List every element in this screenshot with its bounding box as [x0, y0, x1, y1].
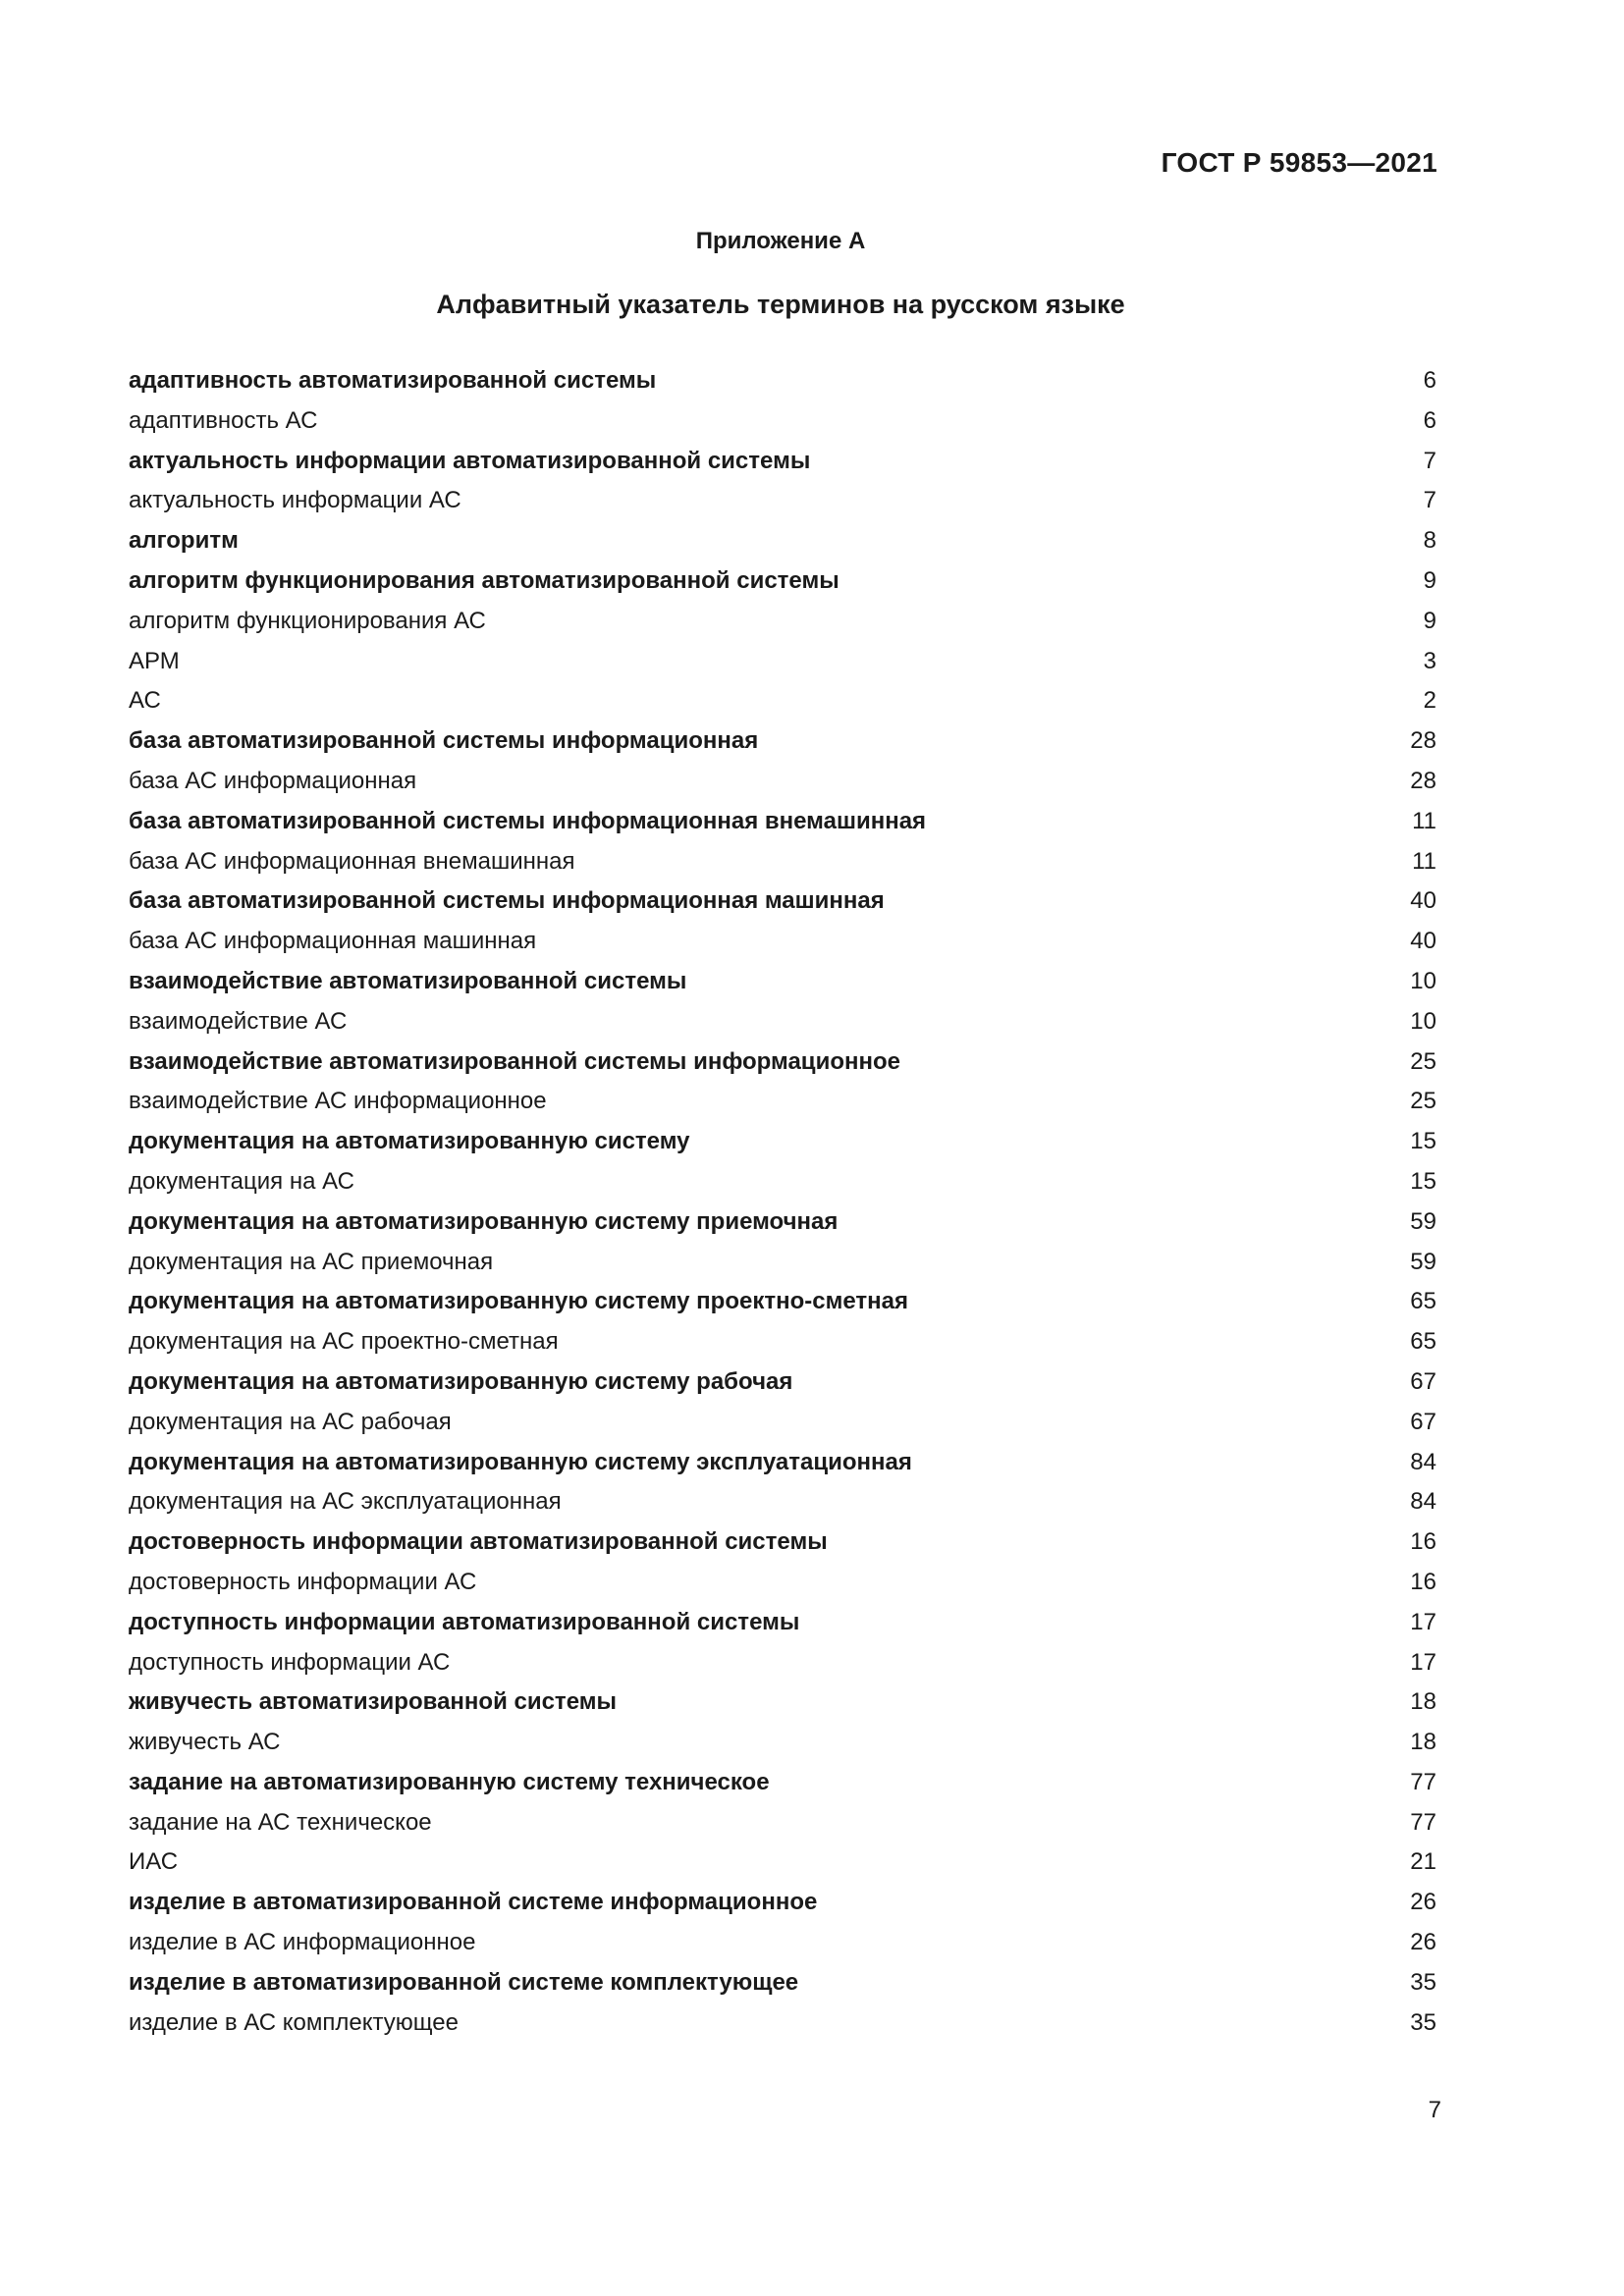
index-page-ref: 6 — [1423, 367, 1436, 394]
index-term: документация на автоматизированную систему — [129, 1128, 690, 1155]
index-entry — [129, 1603, 1436, 1643]
index-page-ref: 2 — [1423, 687, 1436, 715]
index-page-ref: 16 — [1410, 1528, 1436, 1556]
index-entry — [129, 1842, 1436, 1883]
index-term: документация на автоматизированную систему эксплуатационная — [129, 1448, 912, 1475]
index-page-ref: 35 — [1410, 2008, 1436, 2036]
index-entry — [129, 1643, 1436, 1683]
index-page-ref: 17 — [1410, 1608, 1436, 1635]
index-page-ref: 59 — [1410, 1207, 1436, 1235]
index-entry — [129, 642, 1436, 682]
index-term: алгоритм функционирования АС — [129, 607, 486, 634]
index-entry — [129, 1923, 1436, 1963]
index-entry — [129, 561, 1436, 602]
index-term: база автоматизированной системы информационная — [129, 727, 759, 755]
index-term: живучесть АС — [129, 1729, 281, 1756]
index-entry — [129, 1443, 1436, 1483]
index-page-ref: 28 — [1410, 767, 1436, 794]
index-term: алгоритм — [129, 527, 239, 555]
index-term: достоверность информации АС — [129, 1568, 477, 1595]
appendix-title: Приложение А — [695, 228, 866, 254]
index-term: взаимодействие АС информационное — [129, 1088, 547, 1115]
index-entry — [129, 1682, 1436, 1723]
index-term: доступность информации АС — [129, 1648, 451, 1676]
index-term: документация на АС — [129, 1167, 354, 1195]
index-page-ref: 9 — [1423, 607, 1436, 634]
index-term: задание на автоматизированную систему техническое — [129, 1768, 770, 1795]
index-page-ref: 84 — [1410, 1488, 1436, 1516]
index-page-ref: 26 — [1410, 1929, 1436, 1956]
index-term: изделие в автоматизированной системе комплектующее — [129, 1968, 799, 1996]
index-page-ref: 40 — [1410, 928, 1436, 955]
index-entry — [129, 721, 1436, 762]
index-entry — [129, 1122, 1436, 1162]
index-term: документация на АС рабочая — [129, 1408, 452, 1435]
index-entry — [129, 681, 1436, 721]
index-term: база АС информационная машинная — [129, 928, 537, 955]
term-index-list — [129, 361, 1436, 2043]
index-page-ref: 16 — [1410, 1568, 1436, 1595]
index-page-ref: 26 — [1410, 1889, 1436, 1916]
index-term: документация на АС приемочная — [129, 1248, 494, 1275]
index-page-ref: 10 — [1410, 1007, 1436, 1035]
index-entry — [129, 962, 1436, 1002]
index-entry — [129, 1282, 1436, 1322]
index-entry — [129, 1243, 1436, 1283]
index-entry — [129, 481, 1436, 521]
index-entry — [129, 1563, 1436, 1603]
document-code: ГОСТ Р 59853—2021 — [1161, 147, 1437, 178]
index-entry — [129, 1763, 1436, 1803]
index-term: АРМ — [129, 647, 180, 674]
index-term: документация на АС проектно-сметная — [129, 1328, 559, 1356]
index-entry — [129, 1322, 1436, 1362]
index-entry — [129, 2003, 1436, 2044]
index-entry — [129, 1202, 1436, 1243]
index-page-ref: 15 — [1410, 1128, 1436, 1155]
index-page-ref: 65 — [1410, 1328, 1436, 1356]
index-page-ref: 7 — [1423, 487, 1436, 514]
index-page-ref: 10 — [1410, 967, 1436, 994]
page-number: 7 — [1428, 2097, 1441, 2123]
index-entry — [129, 1883, 1436, 1923]
index-term: изделие в АС информационное — [129, 1929, 476, 1956]
index-page-ref: 17 — [1410, 1648, 1436, 1676]
index-term: взаимодействие АС — [129, 1007, 348, 1035]
index-page-ref: 77 — [1410, 1768, 1436, 1795]
index-page-ref: 65 — [1410, 1288, 1436, 1315]
index-term: документация на автоматизированную систему приемочная — [129, 1207, 839, 1235]
index-page-ref: 21 — [1410, 1848, 1436, 1876]
index-page-ref: 11 — [1412, 847, 1436, 875]
index-term: актуальность информации автоматизированной системы — [129, 447, 811, 474]
index-page-ref: 67 — [1410, 1367, 1436, 1395]
index-entry — [129, 1082, 1436, 1122]
index-page-ref: 18 — [1410, 1688, 1436, 1716]
index-page-ref: 6 — [1423, 406, 1436, 434]
index-entry — [129, 401, 1436, 442]
index-term: взаимодействие автоматизированной системы — [129, 967, 687, 994]
index-entry — [129, 1042, 1436, 1083]
index-term: достоверность информации автоматизированной системы — [129, 1528, 828, 1556]
index-entry — [129, 1403, 1436, 1443]
index-entry — [129, 1723, 1436, 1763]
index-page-ref: 3 — [1423, 647, 1436, 674]
index-page-ref: 35 — [1410, 1968, 1436, 1996]
index-term: АС — [129, 687, 161, 715]
index-page-ref: 25 — [1410, 1088, 1436, 1115]
index-term: живучесть автоматизированной системы — [129, 1688, 617, 1716]
index-term: адаптивность автоматизированной системы — [129, 367, 657, 394]
index-page-ref: 18 — [1410, 1729, 1436, 1756]
index-term: база АС информационная — [129, 767, 417, 794]
index-page-ref: 25 — [1410, 1047, 1436, 1075]
index-term: ИАС — [129, 1848, 179, 1876]
index-term: документация на автоматизированную систему рабочая — [129, 1367, 793, 1395]
index-page-ref: 59 — [1410, 1248, 1436, 1275]
index-entry — [129, 922, 1436, 962]
index-entry — [129, 521, 1436, 561]
index-page-ref: 9 — [1423, 566, 1436, 594]
index-entry — [129, 1482, 1436, 1522]
index-page-ref: 7 — [1423, 447, 1436, 474]
index-entry — [129, 802, 1436, 842]
index-term: взаимодействие автоматизированной системы информационное — [129, 1047, 900, 1075]
index-page-ref: 84 — [1410, 1448, 1436, 1475]
index-page-ref: 11 — [1412, 807, 1436, 834]
index-term: задание на АС техническое — [129, 1808, 432, 1836]
index-entry — [129, 442, 1436, 482]
index-term: адаптивность АС — [129, 406, 318, 434]
index-page-ref: 77 — [1410, 1808, 1436, 1836]
index-entry — [129, 1522, 1436, 1563]
index-term: документация на автоматизированную систему проектно-сметная — [129, 1288, 908, 1315]
index-page-ref: 28 — [1410, 727, 1436, 755]
index-entry — [129, 1803, 1436, 1843]
index-entry — [129, 361, 1436, 401]
index-term: база автоматизированной системы информационная внемашинная — [129, 807, 927, 834]
index-term: доступность информации автоматизированной системы — [129, 1608, 800, 1635]
index-term: документация на АС эксплуатационная — [129, 1488, 562, 1516]
index-entry — [129, 881, 1436, 922]
index-term: актуальность информации АС — [129, 487, 461, 514]
index-term: база автоматизированной системы информационная машинная — [129, 887, 885, 915]
index-page-ref: 15 — [1410, 1167, 1436, 1195]
index-page-ref: 67 — [1410, 1408, 1436, 1435]
index-page-ref: 40 — [1410, 887, 1436, 915]
index-entry — [129, 1362, 1436, 1403]
index-entry — [129, 762, 1436, 802]
index-page-ref: 8 — [1423, 527, 1436, 555]
index-term: изделие в автоматизированной системе информационное — [129, 1889, 818, 1916]
index-title: Алфавитный указатель терминов на русском языке — [436, 290, 1125, 319]
index-entry — [129, 1002, 1436, 1042]
index-entry — [129, 842, 1436, 882]
index-term: изделие в АС комплектующее — [129, 2008, 459, 2036]
index-entry — [129, 1162, 1436, 1202]
index-entry — [129, 602, 1436, 642]
index-entry — [129, 1963, 1436, 2003]
index-term: база АС информационная внемашинная — [129, 847, 575, 875]
index-term: алгоритм функционирования автоматизированной системы — [129, 566, 839, 594]
